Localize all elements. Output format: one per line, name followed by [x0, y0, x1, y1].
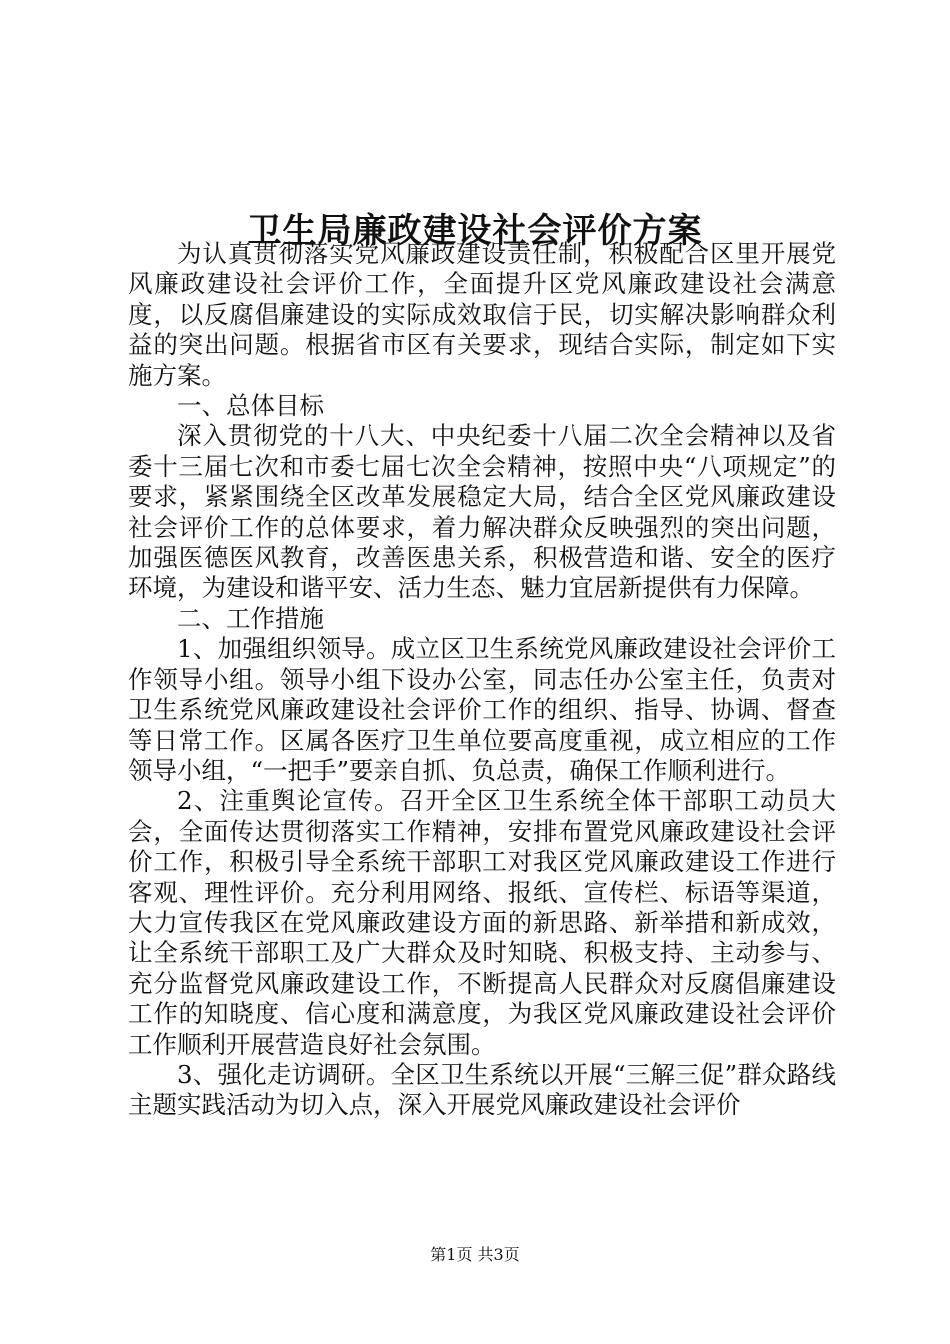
paragraph-measure-2: 2、注重舆论宣传。召开全区卫生系统全体干部职工动员大会，全面传达贯彻落实工作精神，安排布置党风廉政建设社会评价工作，积极引导全系统干部职工对我区党风廉政建设工作进行客观、理性评价。充分利用网络、报纸、宣传栏、标语等渠道，大力宣传我区在党风廉政建设方面的新思路、新举措和新成效，让全系统干部职工及广大群众及时知晓、积极支持、主动参与、充分监督党风廉政建设工作，不断提高人民群众对反腐倡廉建设工作的知晓度、信心度和满意度，为我区党风廉政建设社会评价工作顺利开展营造良好社会氛围。 — [128, 786, 836, 1059]
paragraph-measure-1: 1、加强组织领导。成立区卫生系统党风廉政建设社会评价工作领导小组。领导小组下设办公室，同志任办公室主任，负责对卫生系统党风廉政建设社会评价工作的组织、指导、协调、督查等日常工作。区属各医疗卫生单位要高度重视，成立相应的工作领导小组，“一把手”要亲自抓、负总责，确保工作顺利进行。 — [128, 634, 836, 785]
paragraph-measure-3: 3、强化走访调研。全区卫生系统以开展“三解三促”群众路线主题实践活动为切入点，深入开展党风廉政建设社会评价 — [128, 1059, 836, 1120]
page-number-footer: 第1页 共3页 — [430, 1245, 520, 1264]
document-body — [128, 239, 836, 1121]
paragraph-goals: 深入贯彻党的十八大、中央纪委十八届二次全会精神以及省委十三届七次和市委七届七次全会精神，按照中央“八项规定”的要求，紧紧围绕全区改革发展稳定大局，结合全区党风廉政建设社会评价工作的总体要求，着力解决群众反映强烈的突出问题，加强医德医风教育，改善医患关系，积极营造和谐、安全的医疗环境，为建设和谐平安、活力生态、魅力宜居新提供有力保障。 — [128, 421, 836, 603]
section-heading-goals: 一、总体目标 — [177, 391, 324, 421]
document-title: 卫生局廉政建设社会评价方案 — [247, 210, 703, 251]
section-heading-measures: 二、工作措施 — [177, 603, 324, 633]
paragraph-intro: 为认真贯彻落实党风廉政建设责任制，积极配合区里开展党风廉政建设社会评价工作，全面提升区党风廉政建设社会满意度，以反腐倡廉建设的实际成效取信于民，切实解决影响群众利益的突出问题。根据省市区有关要求，现结合实际，制定如下实施方案。 — [128, 239, 836, 390]
